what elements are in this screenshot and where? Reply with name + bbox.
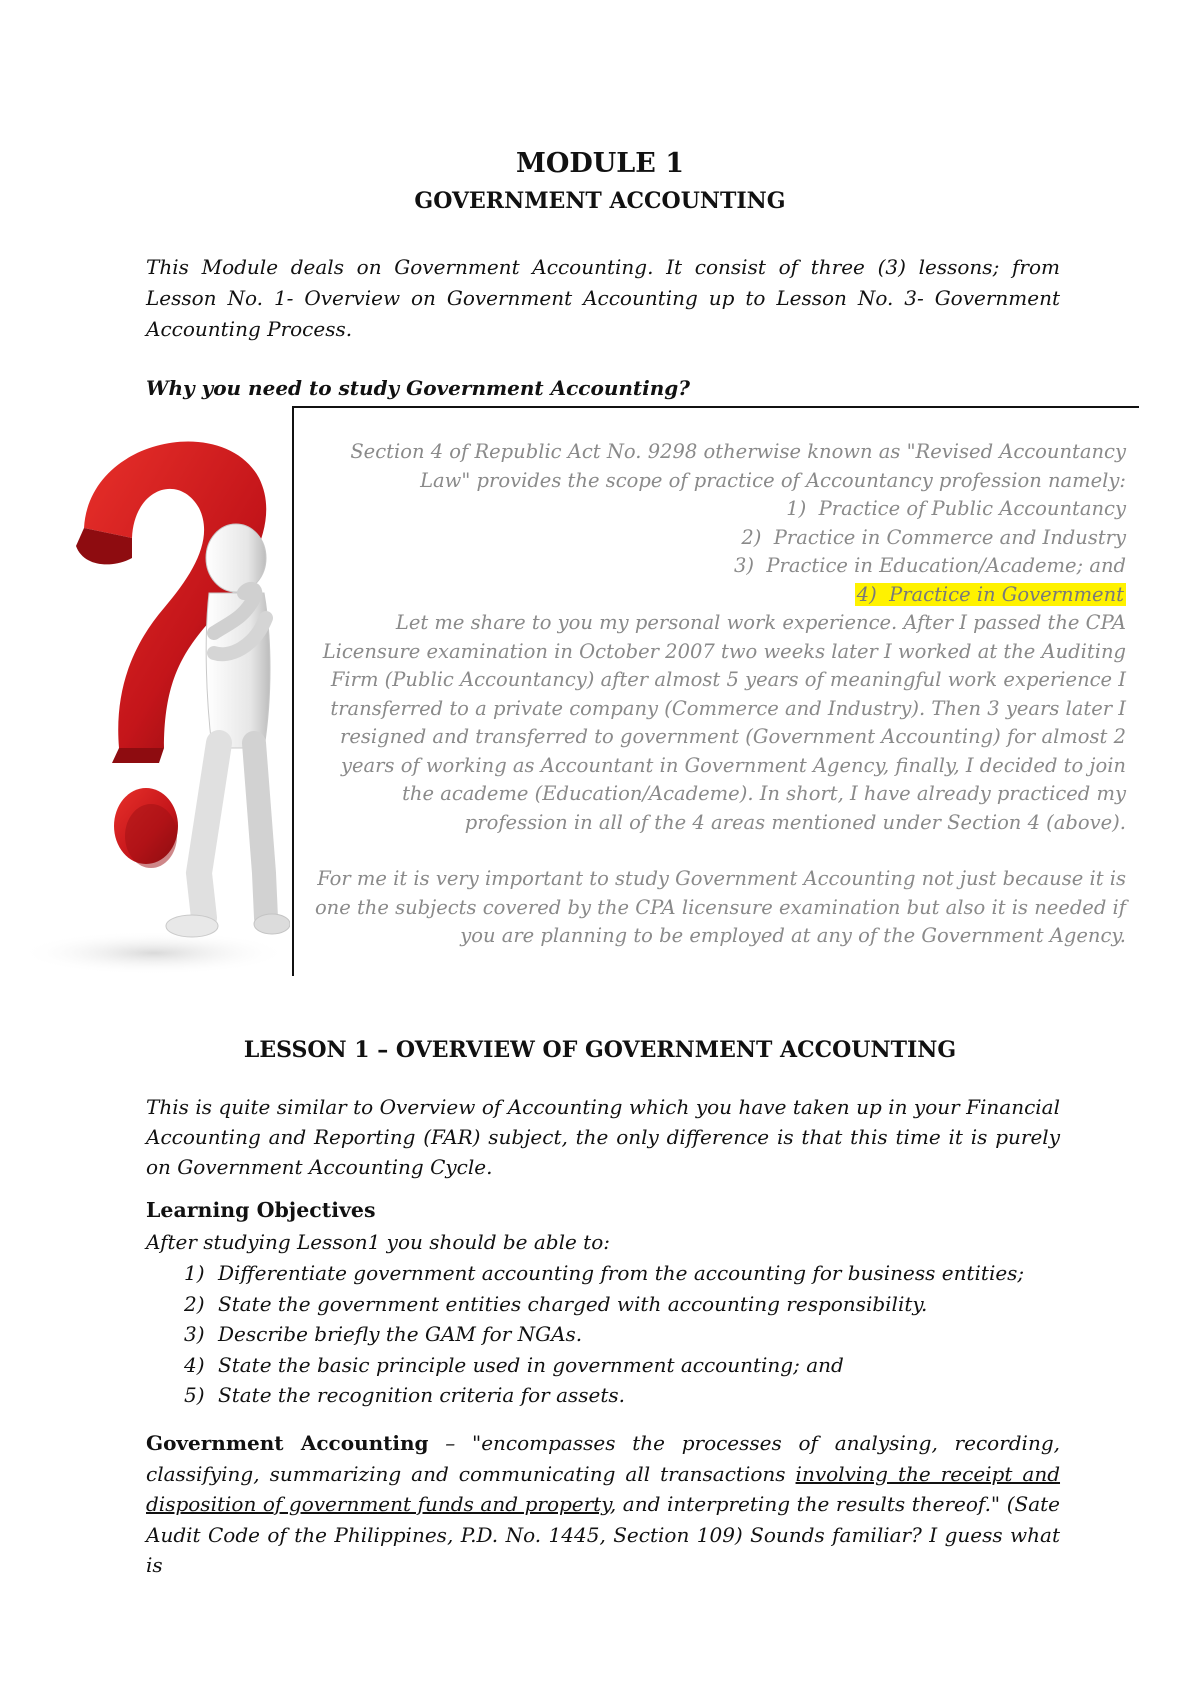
- practice-text: Practice in Government: [889, 582, 1124, 606]
- objective-num: 1): [184, 1261, 205, 1285]
- objective-item: [146, 1319, 1060, 1350]
- practice-text: Practice of Public Accountancy: [818, 497, 1126, 520]
- quote-line: Section 4 of Republic Act No. 9298 otherwise known as "Revised Accountancy: [350, 440, 1126, 463]
- definition-underlined-text: involving the receipt and disposition of government funds and property: [146, 1461, 1061, 1516]
- box-left-border: [292, 406, 294, 976]
- module-subtitle: GOVERNMENT ACCOUNTING: [414, 188, 786, 214]
- practice-num: 2): [741, 525, 762, 549]
- objective-num: 2): [184, 1291, 205, 1316]
- experience-line: Let me share to you my personal work experience. After I passed the CPA: [395, 611, 1126, 634]
- experience-line: profession in all of the 4 areas mentioned under Section 4 (above).: [464, 810, 1126, 834]
- practice-num: 3): [733, 554, 754, 577]
- question-mark-figure-image: [14, 418, 290, 978]
- experience-line: transferred to a private company (Commerce and Industry). Then 3 years later I: [330, 696, 1126, 720]
- objectives-list: [146, 1258, 1060, 1411]
- objective-text: Describe briefly the GAM for NGAs.: [218, 1322, 583, 1346]
- lesson-title: LESSON 1 – OVERVIEW OF GOVERNMENT ACCOUNTING: [243, 1037, 957, 1063]
- highlighted-practice: [855, 583, 1126, 606]
- experience-line: Firm (Public Accountancy) after almost 5 years of meaningful work experience I: [330, 668, 1126, 691]
- module-title: MODULE 1: [515, 148, 685, 179]
- experience-line: Licensure examination in October 2007 two weeks later I worked at the Auditing: [322, 639, 1126, 663]
- practice-item: [306, 524, 1126, 553]
- practice-num: 4): [856, 582, 877, 606]
- practice-num: 1): [786, 497, 807, 520]
- module-intro: This Module deals on Government Accounting. It consist of three (3) lessons; from Lesson No. 1- Overview on Government Accounting up to Lesson No. 3- Government Accounting Process.: [146, 255, 1060, 341]
- practice-text: Practice in Education/Academe; and: [766, 554, 1126, 577]
- scope-of-practice-quote: [306, 438, 1126, 951]
- box-top-border: [292, 406, 1139, 408]
- definition-text: – "encompasses the processes of analysing, recording, classifying, summarizing and communicating all transactions: [146, 1431, 1060, 1486]
- importance-line: For me it is very important to study Government Accounting not just because it is: [317, 867, 1126, 890]
- government-accounting-definition: [146, 1428, 1060, 1581]
- definition-term: Government Accounting: [146, 1431, 429, 1455]
- experience-line: resigned and transferred to government (Government Accounting) for almost 2: [340, 725, 1126, 748]
- objective-text: State the basic principle used in government accounting; and: [218, 1352, 844, 1377]
- objective-num: 4): [184, 1352, 205, 1377]
- objectives-lead: After studying Lesson1 you should be able to:: [146, 1230, 610, 1254]
- objective-item: [146, 1350, 1060, 1381]
- lesson-intro: This is quite similar to Overview of Accounting which you have taken up in your Financial Accounting and Reporting (FAR) subject, the only difference is that this time it is purely on Government Accounting Cycle.: [146, 1095, 1060, 1179]
- objective-num: 5): [184, 1383, 205, 1407]
- objective-item: [146, 1380, 1060, 1411]
- objective-item: [146, 1258, 1060, 1289]
- why-heading: Why you need to study Government Accounting?: [146, 376, 690, 400]
- importance-line: one the subjects covered by the CPA licensure examination but also it is needed if: [314, 895, 1126, 919]
- objective-num: 3): [184, 1322, 205, 1346]
- practice-item: [306, 552, 1126, 581]
- objective-text: State the recognition criteria for assets.: [218, 1383, 626, 1407]
- paragraph-gap: [306, 837, 1126, 865]
- experience-line: years of working as Accountant in Government Agency, finally, I decided to join: [341, 753, 1126, 777]
- experience-line: the academe (Education/Academe). In short, I have already practiced my: [402, 782, 1126, 805]
- objective-text: State the government entities charged with accounting responsibility.: [218, 1291, 928, 1316]
- objectives-heading: Learning Objectives: [146, 1198, 376, 1222]
- definition-text-continued: , and interpreting the results thereof." (Sate Audit Code of the Philippines, P.D. No. 1445, Section 109) Sounds familiar? I guess what is: [146, 1492, 1061, 1577]
- objective-text: Differentiate government accounting from the accounting for business entities;: [218, 1261, 1025, 1285]
- practice-item: [306, 495, 1126, 524]
- practice-text: Practice in Commerce and Industry: [773, 525, 1126, 549]
- objective-item: [146, 1289, 1060, 1320]
- quote-line: Law" provides the scope of practice of Accountancy profession namely:: [420, 468, 1126, 492]
- importance-line: you are planning to be employed at any of the Government Agency.: [460, 924, 1126, 947]
- practice-item-highlighted: [306, 581, 1126, 610]
